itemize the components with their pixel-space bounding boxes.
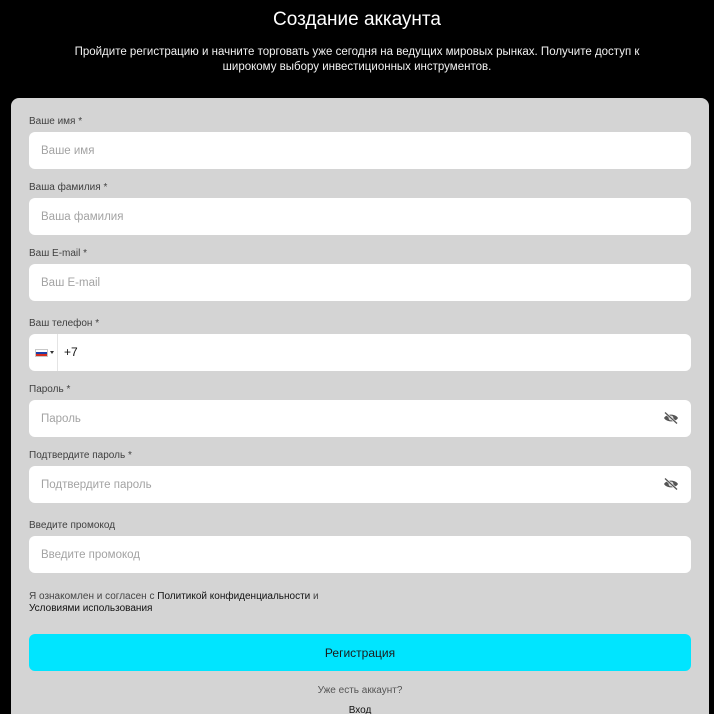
caret-down-icon [50, 351, 54, 354]
russia-flag-icon [35, 349, 48, 357]
consent-prefix: Я ознакомлен и согласен с [29, 591, 155, 602]
page-title: Создание аккаунта [273, 9, 441, 30]
password-label: Пароль * [29, 384, 71, 395]
confirm-password-label: Подтвердите пароль * [29, 450, 132, 461]
email-field [29, 264, 691, 301]
have-account-text: Уже есть аккаунт? [317, 685, 403, 696]
email-label: Ваш E-mail * [29, 248, 88, 259]
first-name-label: Ваше имя * [29, 116, 83, 127]
phone-label: Ваш телефон * [29, 318, 100, 329]
last-name-input[interactable] [29, 198, 691, 235]
login-link[interactable]: Вход [348, 705, 372, 714]
password-field [29, 400, 691, 437]
phone-field [29, 334, 691, 371]
promo-label: Введите промокод [29, 520, 116, 531]
register-button[interactable]: Регистрация [29, 634, 691, 671]
consent-text [29, 591, 319, 615]
eye-off-icon[interactable] [663, 477, 679, 491]
country-selector[interactable] [29, 334, 58, 371]
confirm-password-input[interactable] [29, 466, 691, 503]
last-name-field [29, 198, 691, 235]
password-input[interactable] [29, 400, 691, 437]
terms-link[interactable]: Условиями использования [29, 603, 153, 614]
eye-off-icon[interactable] [663, 411, 679, 425]
first-name-input[interactable] [29, 132, 691, 169]
promo-input[interactable] [29, 536, 691, 573]
promo-field [29, 536, 691, 573]
page-subtitle: Пройдите регистрацию и начните торговать уже сегодня на ведущих мировых рынках. Получите доступ к широкому выбору инвестиционных инструментов. [74, 46, 640, 73]
last-name-label: Ваша фамилия * [29, 182, 108, 193]
first-name-field [29, 132, 691, 169]
phone-input[interactable]: +7 [64, 345, 78, 359]
privacy-policy-link[interactable]: Политикой конфиденциальности [157, 591, 311, 602]
page-header [0, 0, 714, 98]
confirm-password-field [29, 466, 691, 503]
email-input[interactable] [29, 264, 691, 301]
consent-joiner: и [313, 591, 319, 602]
